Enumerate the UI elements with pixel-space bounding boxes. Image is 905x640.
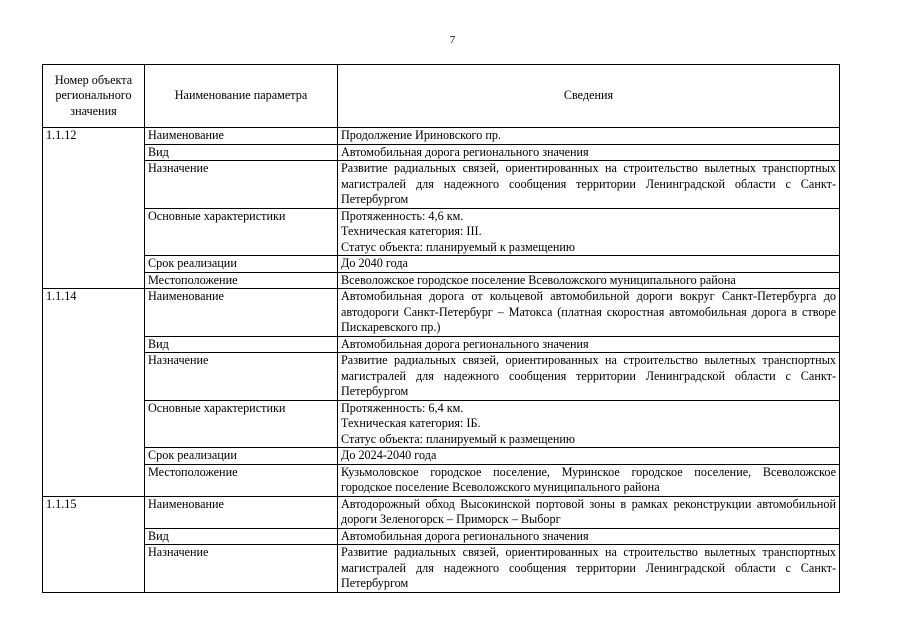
- parameter-value-cell: [338, 272, 840, 289]
- value-line: Кузьмоловское городское поселение, Муринское городское поселение, Всеволожское городское поселение Всеволожского муниципального района: [341, 464, 836, 494]
- value-line: Продолжение Ириновского пр.: [341, 128, 502, 142]
- table-row: [43, 400, 840, 448]
- value-line: Автомобильная дорога регионального значения: [341, 528, 589, 543]
- parameter-name-cell: Основные характеристики: [145, 208, 338, 256]
- parameter-name-cell: Вид: [145, 144, 338, 161]
- parameter-value-cell: [338, 528, 840, 545]
- table-row: [43, 256, 840, 273]
- parameters-table: [42, 64, 840, 593]
- table-row: [43, 208, 840, 256]
- parameter-value-cell: [338, 464, 840, 496]
- table-row: [43, 448, 840, 465]
- parameter-value-cell: [338, 144, 840, 161]
- table-header-row: [43, 65, 840, 128]
- value-line: Развитие радиальных связей, ориентированных на строительство вылетных транспортных магистралей для надежного сообщения территории Ленинградской области с Санкт-Петербургом: [341, 545, 836, 590]
- table-row: [43, 336, 840, 353]
- parameter-value-cell: [338, 353, 840, 401]
- parameter-name-cell: Назначение: [145, 545, 338, 593]
- header-information: Сведения: [338, 65, 840, 128]
- object-number-cell: 1.1.12: [43, 128, 145, 289]
- table-row: [43, 144, 840, 161]
- parameter-value-cell: [338, 161, 840, 209]
- parameter-value-cell: [338, 289, 840, 337]
- header-object-number: Номер объекта регионального значения: [43, 65, 145, 128]
- parameter-name-cell: Наименование: [145, 128, 338, 145]
- page-number: 7: [449, 34, 456, 46]
- parameter-name-cell: Срок реализации: [145, 256, 338, 273]
- table-row: [43, 528, 840, 545]
- value-line: Развитие радиальных связей, ориентированных на строительство вылетных транспортных магистралей для надежного сообщения территории Ленинградской области с Санкт-Петербургом: [341, 353, 836, 398]
- value-line: Статус объекта: планируемый к размещению: [341, 431, 576, 446]
- parameter-value-cell: [338, 256, 840, 273]
- table-row: [43, 545, 840, 593]
- value-line: Автомобильная дорога регионального значения: [341, 144, 589, 159]
- header-parameter-name: Наименование параметра: [145, 65, 338, 128]
- value-line: Автомобильная дорога регионального значения: [341, 336, 589, 351]
- value-line: До 2024-2040 года: [341, 448, 437, 462]
- parameter-name-cell: Вид: [145, 336, 338, 353]
- value-line: До 2040 года: [341, 256, 408, 270]
- parameter-name-cell: Основные характеристики: [145, 400, 338, 448]
- parameter-name-cell: Назначение: [145, 161, 338, 209]
- table-row: [43, 289, 840, 337]
- table-row: [43, 496, 840, 528]
- object-number-cell: 1.1.15: [43, 496, 145, 592]
- parameter-name-cell: Местоположение: [145, 272, 338, 289]
- table-body: [43, 128, 840, 593]
- value-line: Техническая категория: III.: [341, 224, 482, 238]
- parameter-value-cell: [338, 336, 840, 353]
- table-row: [43, 272, 840, 289]
- parameter-name-cell: Наименование: [145, 289, 338, 337]
- parameter-value-cell: [338, 545, 840, 593]
- parameter-value-cell: [338, 496, 840, 528]
- value-line: Автодорожный обход Высокинской портовой зоны в рамках реконструкции автомобильной дороги Зеленогорск – Приморск – Выборг: [341, 496, 836, 526]
- table-row: [43, 161, 840, 209]
- value-line: Протяженность: 4,6 км.: [341, 208, 464, 223]
- parameter-value-cell: [338, 128, 840, 145]
- parameter-value-cell: [338, 448, 840, 465]
- parameter-value-cell: [338, 208, 840, 256]
- table-row: [43, 464, 840, 496]
- parameter-name-cell: Наименование: [145, 496, 338, 528]
- table-row: [43, 353, 840, 401]
- parameter-name-cell: Срок реализации: [145, 448, 338, 465]
- value-line: Автомобильная дорога от кольцевой автомобильной дороги вокруг Санкт-Петербурга до автодороги Санкт-Петербург – Матокса (платная скоростная автомобильная дорога в створе Пискаревского пр.): [341, 289, 836, 334]
- parameter-value-cell: [338, 400, 840, 448]
- value-line: Всеволожское городское поселение Всеволожского муниципального района: [341, 272, 736, 287]
- parameter-name-cell: Вид: [145, 528, 338, 545]
- value-line: Техническая категория: IБ.: [341, 416, 481, 430]
- value-line: Статус объекта: планируемый к размещению: [341, 239, 576, 254]
- object-number-cell: 1.1.14: [43, 289, 145, 497]
- value-line: Развитие радиальных связей, ориентированных на строительство вылетных транспортных магистралей для надежного сообщения территории Ленинградской области с Санкт-Петербургом: [341, 161, 836, 206]
- parameter-name-cell: Местоположение: [145, 464, 338, 496]
- parameter-name-cell: Назначение: [145, 353, 338, 401]
- value-line: Протяженность: 6,4 км.: [341, 400, 464, 415]
- table-row: [43, 128, 840, 145]
